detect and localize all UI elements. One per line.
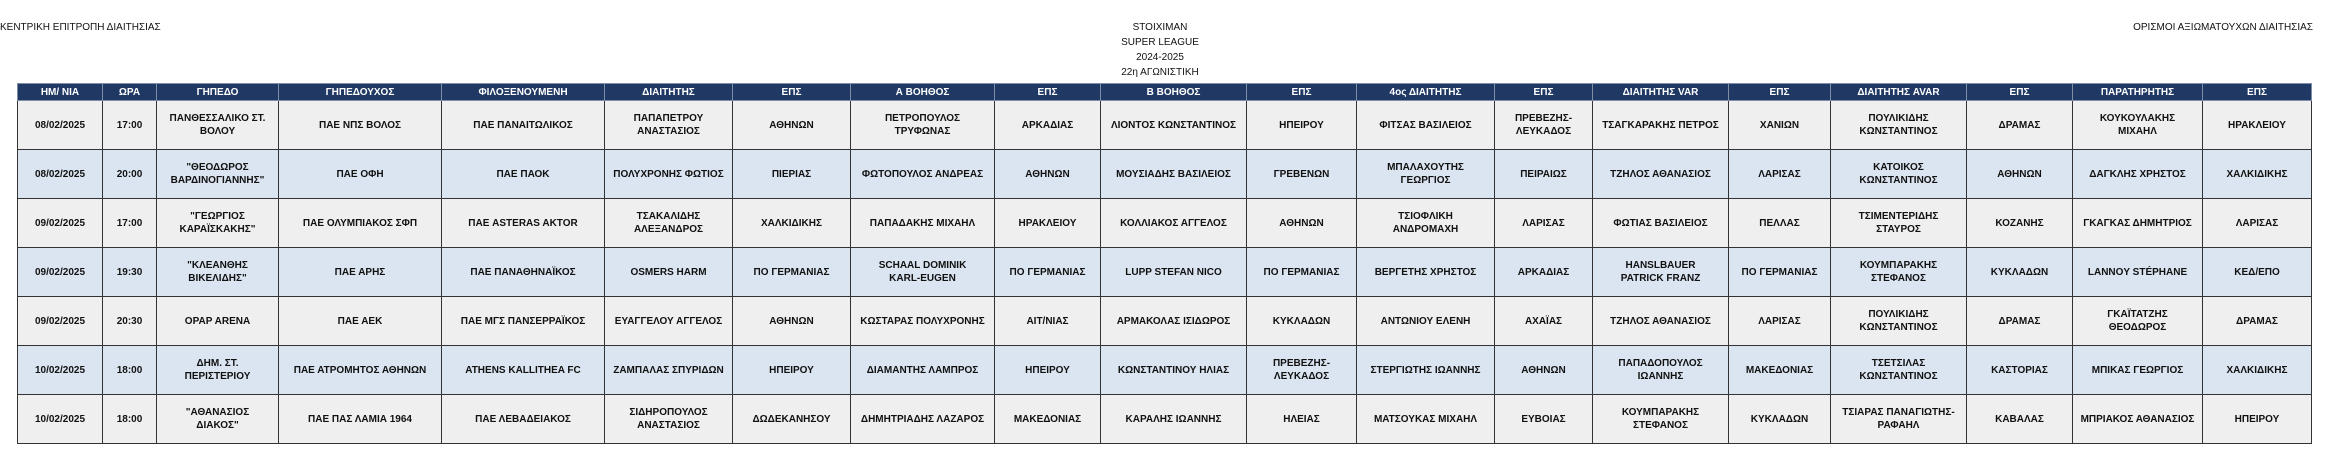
column-header: ΩΡΑ (103, 84, 157, 101)
table-cell: 10/02/2025 (18, 346, 103, 395)
table-cell: ΗΡΑΚΛΕΙΟΥ (2203, 101, 2312, 150)
column-header: Α ΒΟΗΘΟΣ (851, 84, 995, 101)
table-cell: ΠΟ ΓΕΡΜΑΝΙΑΣ (995, 248, 1101, 297)
table-cell: ΠΑΠΑΔΑΚΗΣ ΜΙΧΑΗΛ (851, 199, 995, 248)
table-cell: 17:00 (103, 101, 157, 150)
table-cell: 08/02/2025 (18, 101, 103, 150)
committee-title: ΚΕΝΤΡΙΚΗ ΕΠΙΤΡΟΠΗ ΔΙΑΙΤΗΣΙΑΣ (0, 22, 161, 33)
table-cell: ΠΑΕ ΜΓΣ ΠΑΝΣΕΡΡΑΪΚΟΣ (442, 297, 605, 346)
table-cell: ΧΑΛΚΙΔΙΚΗΣ (2203, 150, 2312, 199)
table-cell: ΚΥΚΛΑΔΩΝ (1247, 297, 1357, 346)
table-cell: ΑΘΗΝΩΝ (1495, 346, 1593, 395)
table-cell: ΠΕΙΡΑΙΩΣ (1495, 150, 1593, 199)
table-cell: ΔΑΓΚΛΗΣ ΧΡΗΣΤΟΣ (2073, 150, 2203, 199)
table-cell: ΠΑΕ ΝΠΣ ΒΟΛΟΣ (279, 101, 442, 150)
table-cell: "ΑΘΑΝΑΣΙΟΣ ΔΙΑΚΟΣ" (157, 395, 279, 444)
table-cell: 08/02/2025 (18, 150, 103, 199)
column-header: ΕΠΣ (995, 84, 1101, 101)
table-cell: ΠΟΛΥΧΡΟΝΗΣ ΦΩΤΙΟΣ (605, 150, 733, 199)
table-cell: ΑΧΑΪΑΣ (1495, 297, 1593, 346)
table-cell: ΚΟΥΜΠΑΡΑΚΗΣ ΣΤΕΦΑΝΟΣ (1593, 395, 1729, 444)
table-cell: 10/02/2025 (18, 395, 103, 444)
table-cell: ΜΠΑΛΑΧΟΥΤΗΣ ΓΕΩΡΓΙΟΣ (1357, 150, 1495, 199)
table-cell: ΤΣΕΤΣΙΛΑΣ ΚΩΝΣΤΑΝΤΙΝΟΣ (1831, 346, 1967, 395)
table-cell: ΗΠΕΙΡΟΥ (995, 346, 1101, 395)
table-cell: ΚΑΤΟΙΚΟΣ ΚΩΝΣΤΑΝΤΙΝΟΣ (1831, 150, 1967, 199)
table-cell: ΣΙΔΗΡΟΠΟΥΛΟΣ ΑΝΑΣΤΑΣΙΟΣ (605, 395, 733, 444)
table-cell: ΑΡΜΑΚΟΛΑΣ ΙΣΙΔΩΡΟΣ (1101, 297, 1247, 346)
table-cell: 18:00 (103, 346, 157, 395)
table-row (18, 346, 2312, 395)
table-cell: ΑΙΤ/ΝΙΑΣ (995, 297, 1101, 346)
table-cell: ΛΑΡΙΣΑΣ (1729, 297, 1831, 346)
table-cell: ΤΣΙΟΦΛΙΚΗ ΑΝΔΡΟΜΑΧΗ (1357, 199, 1495, 248)
table-cell: LUPP STEFAN NICO (1101, 248, 1247, 297)
table-row (18, 248, 2312, 297)
table-body (18, 101, 2312, 444)
table-cell: 18:00 (103, 395, 157, 444)
column-header: ΕΠΣ (733, 84, 851, 101)
table-cell: 09/02/2025 (18, 199, 103, 248)
table-cell: ΠΕΛΛΑΣ (1729, 199, 1831, 248)
table-cell: ΧΑΛΚΙΔΙΚΗΣ (2203, 346, 2312, 395)
table-cell: ΔΡΑΜΑΣ (1967, 101, 2073, 150)
table-cell: ΑΘΗΝΩΝ (1247, 199, 1357, 248)
column-header: Β ΒΟΗΘΟΣ (1101, 84, 1247, 101)
matchday: 22η ΑΓΩΝΙΣΤΙΚΗ (1121, 67, 1199, 78)
table-row (18, 395, 2312, 444)
table-cell: ΠΑΠΑΠΕΤΡΟΥ ΑΝΑΣΤΑΣΙΟΣ (605, 101, 733, 150)
table-cell: 17:00 (103, 199, 157, 248)
table-cell: ΑΘΗΝΩΝ (733, 297, 851, 346)
table-cell: ΤΣΑΓΚΑΡΑΚΗΣ ΠΕΤΡΟΣ (1593, 101, 1729, 150)
table-cell: ΒΕΡΓΕΤΗΣ ΧΡΗΣΤΟΣ (1357, 248, 1495, 297)
table-cell: OPAP ARENA (157, 297, 279, 346)
column-header: ΕΠΣ (1729, 84, 1831, 101)
table-cell: ΔΩΔΕΚΑΝΗΣΟΥ (733, 395, 851, 444)
table-cell: ΛΑΡΙΣΑΣ (1495, 199, 1593, 248)
table-cell: ΚΥΚΛΑΔΩΝ (1967, 248, 2073, 297)
table-cell: ΚΑΡΑΛΗΣ ΙΩΑΝΝΗΣ (1101, 395, 1247, 444)
table-cell: 09/02/2025 (18, 297, 103, 346)
table-cell: SCHAAL DOMINIK KARL-EUGEN (851, 248, 995, 297)
table-cell: "ΘΕΟΔΩΡΟΣ ΒΑΡΔΙΝΟΓΙΑΝΝΗΣ" (157, 150, 279, 199)
table-row (18, 297, 2312, 346)
table-cell: ΗΛΕΙΑΣ (1247, 395, 1357, 444)
table-cell: ΠΙΕΡΙΑΣ (733, 150, 851, 199)
table-cell: ΠΑΕ ΑΕΚ (279, 297, 442, 346)
header-row (18, 84, 2312, 101)
league-heading (1060, 20, 1260, 80)
table-cell: ΦΩΤΟΠΟΥΛΟΣ ΑΝΔΡΕΑΣ (851, 150, 995, 199)
table-cell: ΠΟΥΛΙΚΙΔΗΣ ΚΩΝΣΤΑΝΤΙΝΟΣ (1831, 297, 1967, 346)
table-cell: ΑΘΗΝΩΝ (995, 150, 1101, 199)
table-cell: ΚΑΣΤΟΡΙΑΣ (1967, 346, 2073, 395)
column-header: ΓΗΠΕΔΟΥΧΟΣ (279, 84, 442, 101)
table-cell: ΗΠΕΙΡΟΥ (1247, 101, 1357, 150)
table-cell: ΠΑΕ ΑΤΡΟΜΗΤΟΣ ΑΘΗΝΩΝ (279, 346, 442, 395)
table-cell: ΠΡΕΒΕΖΗΣ- ΛΕΥΚΑΔΟΣ (1495, 101, 1593, 150)
table-cell: ΓΡΕΒΕΝΩΝ (1247, 150, 1357, 199)
table-cell: ΠΑΕ ΟΦΗ (279, 150, 442, 199)
column-header: ΕΠΣ (1495, 84, 1593, 101)
table-cell: ΜΑΚΕΔΟΝΙΑΣ (1729, 346, 1831, 395)
table-cell: ΑΘΗΝΩΝ (733, 101, 851, 150)
table-cell: ΠΑΕ ΛΕΒΑΔΕΙΑΚΟΣ (442, 395, 605, 444)
table-cell: ΚΑΒΑΛΑΣ (1967, 395, 2073, 444)
table-cell: ΠΑΕ ΠΑΟΚ (442, 150, 605, 199)
table-cell: ΛΑΡΙΣΑΣ (1729, 150, 1831, 199)
table-cell: ΠΟ ΓΕΡΜΑΝΙΑΣ (1729, 248, 1831, 297)
table-cell: ΚΟΥΚΟΥΛΑΚΗΣ ΜΙΧΑΗΛ (2073, 101, 2203, 150)
table-cell: ΔΗΜΗΤΡΙΑΔΗΣ ΛΑΖΑΡΟΣ (851, 395, 995, 444)
table-cell: ΠΑΕ ΠΑΝΑΙΤΩΛΙΚΟΣ (442, 101, 605, 150)
table-cell: ΜΠΙΚΑΣ ΓΕΩΡΓΙΟΣ (2073, 346, 2203, 395)
column-header: ΕΠΣ (2203, 84, 2312, 101)
table-cell: ΔΡΑΜΑΣ (2203, 297, 2312, 346)
table-cell: ΠΑΕ ΠΑΝΑΘΗΝΑΪΚΟΣ (442, 248, 605, 297)
document-title: ΟΡΙΣΜΟΙ ΑΞΙΩΜΑΤΟΥΧΩΝ ΔΙΑΙΤΗΣΙΑΣ (2133, 22, 2313, 33)
table-cell: ΠΑΠΑΔΟΠΟΥΛΟΣ ΙΩΑΝΝΗΣ (1593, 346, 1729, 395)
table-cell: ΚΩΝΣΤΑΝΤΙΝΟΥ ΗΛΙΑΣ (1101, 346, 1247, 395)
table-row (18, 150, 2312, 199)
table-cell: ΚΟΛΛΙΑΚΟΣ ΑΓΓΕΛΟΣ (1101, 199, 1247, 248)
column-header: 4ος ΔΙΑΙΤΗΤΗΣ (1357, 84, 1495, 101)
column-header: ΕΠΣ (1967, 84, 2073, 101)
table-cell: ΤΖΗΛΟΣ ΑΘΑΝΑΣΙΟΣ (1593, 150, 1729, 199)
table-cell: ΑΡΚΑΔΙΑΣ (1495, 248, 1593, 297)
table-cell: ΚΟΥΜΠΑΡΑΚΗΣ ΣΤΕΦΑΝΟΣ (1831, 248, 1967, 297)
sponsor-name: STOIXIMAN (1132, 22, 1188, 33)
table-cell: ΜΠΡΙΑΚΟΣ ΑΘΑΝΑΣΙΟΣ (2073, 395, 2203, 444)
table-cell: ΔΙΑΜΑΝΤΗΣ ΛΑΜΠΡΟΣ (851, 346, 995, 395)
table-cell: ΓΚΑΪΤΑΤΖΗΣ ΘΕΟΔΩΡΟΣ (2073, 297, 2203, 346)
table-cell: ΜΑΚΕΔΟΝΙΑΣ (995, 395, 1101, 444)
table-cell: ΜΑΤΣΟΥΚΑΣ ΜΙΧΑΗΛ (1357, 395, 1495, 444)
column-header: ΔΙΑΙΤΗΤΗΣ VAR (1593, 84, 1729, 101)
table-row (18, 199, 2312, 248)
table-cell: ΛΑΡΙΣΑΣ (2203, 199, 2312, 248)
table-cell: ΗΡΑΚΛΕΙΟΥ (995, 199, 1101, 248)
table-cell: ΚΩΣΤΑΡΑΣ ΠΟΛΥΧΡΟΝΗΣ (851, 297, 995, 346)
season: 2024-2025 (1136, 52, 1184, 63)
table-cell: ΖΑΜΠΑΛΑΣ ΣΠΥΡΙΔΩΝ (605, 346, 733, 395)
column-header: ΠΑΡΑΤΗΡΗΤΗΣ (2073, 84, 2203, 101)
table-cell: ΠΑΕ ASTERAS AKTOR (442, 199, 605, 248)
table-cell: ΤΣΙΜΕΝΤΕΡΙΔΗΣ ΣΤΑΥΡΟΣ (1831, 199, 1967, 248)
table-cell: ΣΤΕΡΓΙΩΤΗΣ ΙΩΑΝΝΗΣ (1357, 346, 1495, 395)
table-cell: ΤΖΗΛΟΣ ΑΘΑΝΑΣΙΟΣ (1593, 297, 1729, 346)
table-cell: ΚΟΖΑΝΗΣ (1967, 199, 2073, 248)
table-cell: ΑΡΚΑΔΙΑΣ (995, 101, 1101, 150)
table-cell: ΦΩΤΙΑΣ ΒΑΣΙΛΕΙΟΣ (1593, 199, 1729, 248)
table-cell: ΠΡΕΒΕΖΗΣ- ΛΕΥΚΑΔΟΣ (1247, 346, 1357, 395)
column-header: ΕΠΣ (1247, 84, 1357, 101)
table-cell: ΚΕΔ/ΕΠΟ (2203, 248, 2312, 297)
league-name: SUPER LEAGUE (1121, 37, 1199, 48)
table-row (18, 101, 2312, 150)
referee-assignments-table (17, 83, 2312, 444)
table-cell: ΚΥΚΛΑΔΩΝ (1729, 395, 1831, 444)
table-cell: ΕΥΒΟΙΑΣ (1495, 395, 1593, 444)
table-cell: ΧΑΝΙΩΝ (1729, 101, 1831, 150)
table-cell: 19:30 (103, 248, 157, 297)
table-cell: HANSLBAUER PATRICK FRANZ (1593, 248, 1729, 297)
table-cell: ΠΑΝΘΕΣΣΑΛΙΚΟ ΣΤ. ΒΟΛΟΥ (157, 101, 279, 150)
table-cell: ΔΡΑΜΑΣ (1967, 297, 2073, 346)
table-cell: ΠΕΤΡΟΠΟΥΛΟΣ ΤΡΥΦΩΝΑΣ (851, 101, 995, 150)
column-header: ΔΙΑΙΤΗΤΗΣ AVAR (1831, 84, 1967, 101)
table-cell: ΠΑΕ ΟΛΥΜΠΙΑΚΟΣ ΣΦΠ (279, 199, 442, 248)
table-cell: ΦΙΤΣΑΣ ΒΑΣΙΛΕΙΟΣ (1357, 101, 1495, 150)
column-header: ΗΜ/ ΝΙΑ (18, 84, 103, 101)
table-cell: ΠΟ ΓΕΡΜΑΝΙΑΣ (733, 248, 851, 297)
table-cell: ΕΥΑΓΓΕΛΟΥ ΑΓΓΕΛΟΣ (605, 297, 733, 346)
column-header: ΓΗΠΕΔΟ (157, 84, 279, 101)
table-cell: ΤΣΙΑΡΑΣ ΠΑΝΑΓΙΩΤΗΣ- ΡΑΦΑΗΛ (1831, 395, 1967, 444)
table-cell: LANNOY STÉPHANE (2073, 248, 2203, 297)
table-cell: ΤΣΑΚΑΛΙΔΗΣ ΑΛΕΞΑΝΔΡΟΣ (605, 199, 733, 248)
table-cell: 20:30 (103, 297, 157, 346)
table-cell: ΓΚΑΓΚΑΣ ΔΗΜΗΤΡΙΟΣ (2073, 199, 2203, 248)
table-cell: "ΓΕΩΡΓΙΟΣ ΚΑΡΑΪΣΚΑΚΗΣ" (157, 199, 279, 248)
table-cell: 20:00 (103, 150, 157, 199)
table-cell: "ΚΛΕΑΝΘΗΣ ΒΙΚΕΛΙΔΗΣ" (157, 248, 279, 297)
table-cell: ΛΙΟΝΤΟΣ ΚΩΝΣΤΑΝΤΙΝΟΣ (1101, 101, 1247, 150)
table-cell: ATHENS KALLITHEA FC (442, 346, 605, 395)
table-cell: ΧΑΛΚΙΔΙΚΗΣ (733, 199, 851, 248)
table-cell: ΠΟΥΛΙΚΙΔΗΣ ΚΩΝΣΤΑΝΤΙΝΟΣ (1831, 101, 1967, 150)
table-cell: ΗΠΕΙΡΟΥ (733, 346, 851, 395)
table-cell: ΗΠΕΙΡΟΥ (2203, 395, 2312, 444)
table-cell: ΠΑΕ ΑΡΗΣ (279, 248, 442, 297)
table-cell: ΠΑΕ ΠΑΣ ΛΑΜΙΑ 1964 (279, 395, 442, 444)
table-cell: ΜΟΥΣΙΑΔΗΣ ΒΑΣΙΛΕΙΟΣ (1101, 150, 1247, 199)
column-header: ΔΙΑΙΤΗΤΗΣ (605, 84, 733, 101)
table-cell: 09/02/2025 (18, 248, 103, 297)
column-header: ΦΙΛΟΞΕΝΟΥΜΕΝΗ (442, 84, 605, 101)
table-cell: ΑΘΗΝΩΝ (1967, 150, 2073, 199)
table-cell: ΠΟ ΓΕΡΜΑΝΙΑΣ (1247, 248, 1357, 297)
table-cell: ΑΝΤΩΝΙΟΥ ΕΛΕΝΗ (1357, 297, 1495, 346)
table-cell: ΔΗΜ. ΣΤ. ΠΕΡΙΣΤΕΡΙΟΥ (157, 346, 279, 395)
table-cell: OSMERS HARM (605, 248, 733, 297)
